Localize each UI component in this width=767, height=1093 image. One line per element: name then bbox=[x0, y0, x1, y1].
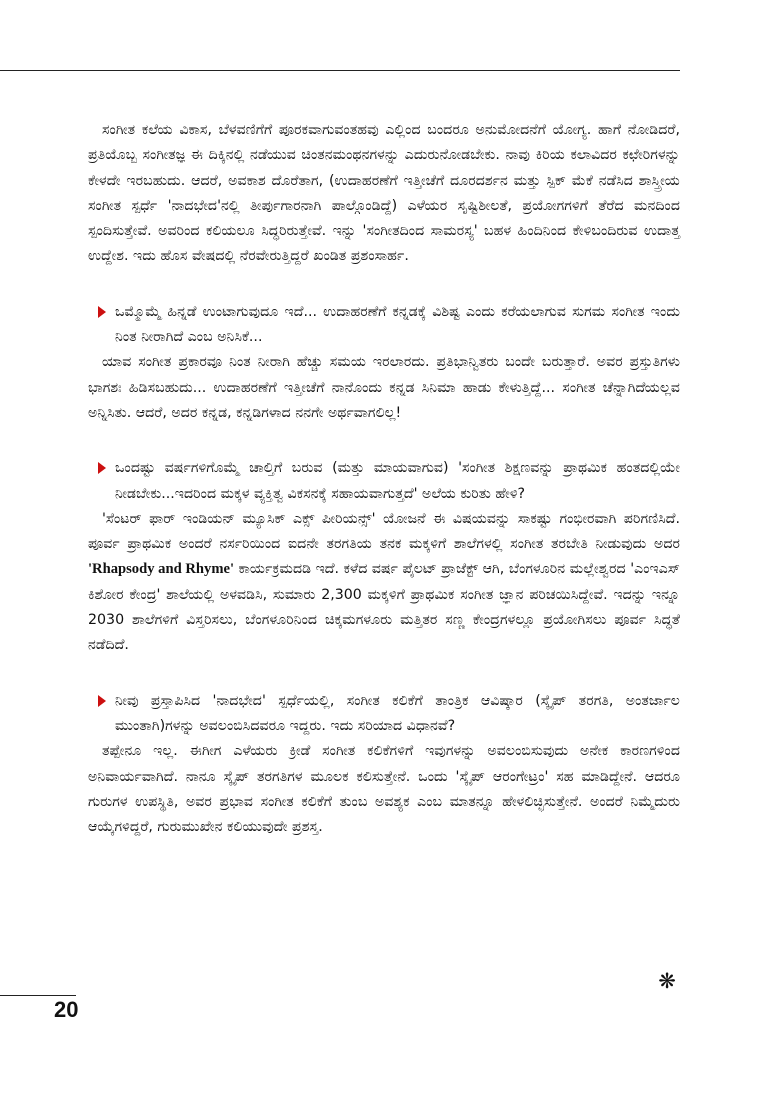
red-triangle-bullet-icon bbox=[98, 695, 106, 707]
answer-1: ಯಾವ ಸಂಗೀತ ಪ್ರಕಾರವೂ ನಿಂತ ನೀರಾಗಿ ಹೆಚ್ಚು ಸಮಯ ಇರಲಾರದು. ಪ್ರತಿಭಾನ್ವಿತರು ಬಂದೇ ಬರುತ್ತಾರೆ. ಅವರ ಪ್ರಸ್ತುತಿಗಳು ಭಾಗಶಃ ಹಿಡಿಸಬಹುದು... ಉದಾಹರಣೆಗೆ ಇತ್ತೀಚೆಗೆ ನಾನೊಂದು ಕನ್ನಡ ಸಿನಿಮಾ ಹಾಡು ಕೇಳುತ್ತಿದ್ದೆ... ಸಂಗೀತ ಚೆನ್ನಾಗಿದೆಯಲ್ಲವ ಅನ್ನಿಸಿತು. ಆದರೆ, ಅದರ ಕನ್ನಡ, ಕನ್ನಡಿಗಳಾದ ನನಗೇ ಅರ್ಥವಾಗಲಿಲ್ಲ! bbox=[88, 354, 680, 421]
question-3 bbox=[88, 689, 680, 740]
program-name: 'Rhapsody and Rhyme' bbox=[88, 561, 235, 578]
bottom-rule bbox=[0, 995, 76, 996]
question-3-text: ನೀವು ಪ್ರಸ್ತಾಪಿಸಿದ 'ನಾದಭೇದ' ಸ್ಪರ್ಧೆಯಲ್ಲಿ, ಸಂಗೀತ ಕಲಿಕೆಗೆ ತಾಂತ್ರಿಕ ಆವಿಷ್ಕಾರ (ಸ್ಕೈಪ್ ತರಗತಿ, ಅಂತರ್ಜಾಲ ಮುಂತಾಗಿ)ಗಳನ್ನು ಅವಲಂಬಿಸಿದವರೂ ಇದ್ದರು. ಇದು ಸರಿಯಾದ ವಿಧಾನವೆ? bbox=[115, 692, 680, 734]
answer-2 bbox=[88, 507, 680, 659]
question-2 bbox=[88, 456, 680, 507]
question-1 bbox=[88, 300, 680, 351]
red-triangle-bullet-icon bbox=[98, 462, 106, 474]
paragraph-intro: ಸಂಗೀತ ಕಲೆಯ ವಿಕಾಸ, ಬೆಳವಣಿಗೆಗೆ ಪೂರಕವಾಗುವಂತಹವು ಎಲ್ಲಿಂದ ಬಂದರೂ ಅನುಮೋದನೆಗೆ ಯೋಗ್ಯ. ಹಾಗೆ ನೋಡಿದರೆ, ಪ್ರತಿಯೊಬ್ಬ ಸಂಗೀತಜ್ಞ ಈ ದಿಕ್ಕಿನಲ್ಲಿ ನಡೆಯುವ ಚಿಂತನಮಂಥನಗಳನ್ನು ಎದುರುನೋಡಬೇಕು. ನಾವು ಕಿರಿಯ ಕಲಾವಿದರ ಕಛೇರಿಗಳನ್ನು ಕೇಳದೇ ಇರಬಹುದು. ಆದರೆ, ಅವಕಾಶ ದೊರೆತಾಗ, (ಉದಾಹರಣೆಗೆ ಇತ್ತೀಚೆಗೆ ದೂರದರ್ಶನ ಮತ್ತು ಸ್ಪಿಕ್ ಮೆಕೆ ನಡೆಸಿದ ಶಾಸ್ತ್ರೀಯ ಸಂಗೀತ ಸ್ಪರ್ಧೆ 'ನಾದಭೇದ'ನಲ್ಲಿ ತೀರ್ಪುಗಾರನಾಗಿ ಪಾಲ್ಗೊಂಡಿದ್ದೆ) ಎಳೆಯರ ಸೃಷ್ಟಿಶೀಲತೆ, ಪ್ರಯೋಗಗಳಿಗೆ ತೆರೆದ ಮನದಿಂದ ಸ್ಪಂದಿಸುತ್ತೇವೆ. ಅವರಿಂದ ಕಲಿಯಲೂ ಸಿದ್ಧರಿರುತ್ತೇವೆ. ಇನ್ನು 'ಸಂಗೀತದಿಂದ ಸಾಮರಸ್ಯ' ಬಹಳ ಹಿಂದಿನಿಂದ ಕೇಳಿಬಂದಿರುವ ಉದಾತ್ತ ಉದ್ದೇಶ. ಇದು ಹೊಸ ವೇಷದಲ್ಲಿ ನೆರವೇರುತ್ತಿದ್ದರೆ ಖಂಡಿತ ಪ್ರಶಂಸಾರ್ಹ. bbox=[88, 122, 680, 265]
answer-2-part-1: 'ಸೆಂಟರ್ ಫಾರ್ ಇಂಡಿಯನ್ ಮ್ಯೂಸಿಕ್ ಎಕ್ಸ್ ಪೀರಿಯನ್ಸ್' ಯೋಜನೆ ಈ ವಿಷಯವನ್ನು ಸಾಕಷ್ಟು ಗಂಭೀರವಾಗಿ ಪರಿಗಣಿಸಿದೆ. ಪೂರ್ವ ಪ್ರಾಥಮಿಕ ಅಂದರೆ ನರ್ಸರಿಯಿಂದ ಐದನೇ ತರಗತಿಯ ತನಕ ಮಕ್ಕಳಿಗೆ ಶಾಲೆಗಳಲ್ಲಿ ಸಂಗೀತ ತರಬೇತಿ ನೀಡುವುದು ಅದರ bbox=[88, 510, 680, 553]
question-1-text: ಒಮ್ಮೊಮ್ಮೆ ಹಿನ್ನಡೆ ಉಂಟಾಗುವುದೂ ಇದೆ... ಉದಾಹರಣೆಗೆ ಕನ್ನಡಕ್ಕೆ ವಿಶಿಷ್ಟ ಎಂದು ಕರೆಯಲಾಗುವ ಸುಗಮ ಸಂಗೀತ ಇಂದು ನಿಂತ ನೀರಾಗಿದೆ ಎಂಬ ಅನಿಸಿಕೆ... bbox=[115, 303, 680, 346]
snowflake-end-mark-icon: ❋ bbox=[658, 969, 676, 993]
article-body bbox=[88, 118, 680, 840]
top-rule bbox=[0, 70, 680, 71]
page-number: 20 bbox=[54, 997, 79, 1022]
red-triangle-bullet-icon bbox=[98, 306, 106, 318]
question-2-text: ಒಂದಷ್ಟು ವರ್ಷಗಳಿಗೊಮ್ಮೆ ಚಾಲ್ತಿಗೆ ಬರುವ (ಮತ್ತು ಮಾಯವಾಗುವ) 'ಸಂಗೀತ ಶಿಕ್ಷಣವನ್ನು ಪ್ರಾಥಮಿಕ ಹಂತದಲ್ಲಿಯೇ ನೀಡಬೇಕು...ಇದರಿಂದ ಮಕ್ಕಳ ವ್ಯಕ್ತಿತ್ವ ವಿಕಸನಕ್ಕೆ ಸಹಾಯವಾಗುತ್ತದೆ' ಅಲೆಯ ಕುರಿತು ಹೇಳಿ? bbox=[115, 460, 680, 502]
answer-3: ತಪ್ಪೇನೂ ಇಲ್ಲ. ಈಗೀಗ ಎಳೆಯರು ಕ್ರೀಡೆ ಸಂಗೀತ ಕಲಿಕೆಗಳಿಗೆ ಇವುಗಳನ್ನು ಅವಲಂಬಿಸುವುದು ಅನೇಕ ಕಾರಣಗಳಿಂದ ಅನಿವಾರ್ಯವಾಗಿದೆ. ನಾನೂ ಸ್ಕೈಪ್ ತರಗತಿಗಳ ಮೂಲಕ ಕಲಿಸುತ್ತೇನೆ. ಒಂದು 'ಸ್ಕೈಪ್ ಆರಂಗೇಟ್ರಂ' ಸಹ ಮಾಡಿದ್ದೇನೆ. ಆದರೂ ಗುರುಗಳ ಉಪಸ್ಥಿತಿ, ಅವರ ಪ್ರಭಾವ ಸಂಗೀತ ಕಲಿಕೆಗೆ ತುಂಬ ಅವಶ್ಯಕ ಎಂಬ ಮಾತನ್ನೂ ಹೇಳಲಿಚ್ಛಿಸುತ್ತೇನೆ. ಅಂದರೆ ನಿಮ್ಮೆದುರು ಆಯ್ಕೆಗಳಿದ್ದರೆ, ಗುರುಮುಖೇನ ಕಲಿಯುವುದೇ ಪ್ರಶಸ್ತ. bbox=[88, 743, 680, 836]
answer-2-part-2: ಕಾರ್ಯಕ್ರಮದಡಿ ಇದೆ. ಕಳೆದ ವರ್ಷ ಪೈಲಟ್ ಪ್ರಾಜೆಕ್ಟ್ ಆಗಿ, ಬೆಂಗಳೂರಿನ ಮಲ್ಲೇಶ್ವರದ 'ಎಂಇಎಸ್ ಕಿಶೋರ ಕೇಂದ್ರ' ಶಾಲೆಯಲ್ಲಿ ಅಳವಡಿಸಿ, ಸುಮಾರು 2,300 ಮಕ್ಕಳಿಗೆ ಪ್ರಾಥಮಿಕ ಸಂಗೀತ ಜ್ಞಾನ ಪರಿಚಯಿಸಿದ್ದೇವೆ. ಇದನ್ನು ಇನ್ನೂ 2030 ಶಾಲೆಗಳಿಗೆ ವಿಸ್ತರಿಸಲು, ಬೆಂಗಳೂರಿನಿಂದ ಚಿಕ್ಕಮಗಳೂರು ಮತ್ತಿತರ ಸಣ್ಣ ಕೇಂದ್ರಗಳಲ್ಲೂ ಪ್ರಯೋಗಿಸಲು ಪೂರ್ವ ಸಿದ್ಧತೆ ನಡೆದಿದೆ. bbox=[88, 561, 680, 654]
